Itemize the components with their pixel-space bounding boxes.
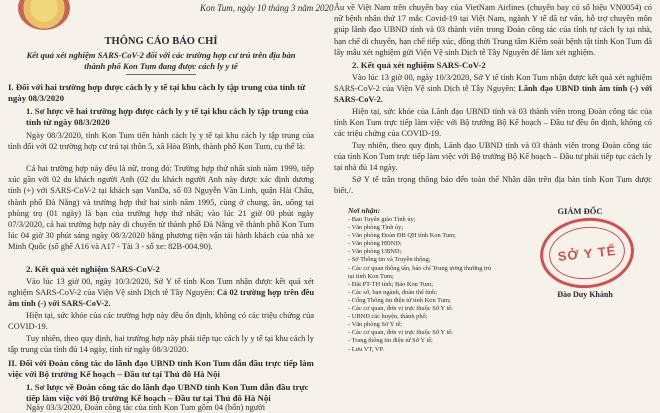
list-item: - Các sở, ban ngành, đoàn thể tỉnh; bbox=[348, 288, 438, 296]
list-item: - Trang thông tin điện tử Sở Y tế; bbox=[348, 337, 433, 345]
right-paragraph-4: Tuy nhiên, theo quy định, Lãnh đạo UBND tỉnh và 03 thành viên trong Đoàn công tác của tỉnh Kon Tum trực tiếp làm việc với Bộ trưởng Bộ Kế hoạch – Đầu tư phải tiếp tục cách ly tại nhà đủ 14 ngày. bbox=[334, 141, 652, 173]
emblem-icon bbox=[18, 0, 70, 30]
section-2-heading: II. Đối với Đoàn công tác do lãnh đạo UBND tỉnh Kon Tum dẫn đầu trực tiếp làm việc với Bộ trưởng Kế hoạch – Đầu tư tại Thủ đô Hà Nội bbox=[8, 358, 314, 379]
paragraph-1: Ngày 08/3/2020, tỉnh Kon Tum tiến hành cách ly y tế tại khu cách ly tập trung của tỉnh đối với 02 trường hợp cư trú tại thôn 5, xã Hòa Bình, thành phố Kon Tum, cụ thể là: bbox=[8, 131, 314, 152]
right-paragraph-2-result: Lãnh đạo UBND tỉnh âm tính (-) với SARS-CoV-2. bbox=[334, 84, 652, 105]
right-paragraph-2-text: Vào lúc 13 giờ 00, ngày 10/3/2020, Sở Y tế tỉnh Kon Tum nhận được kết quả xét nghiệm SARS-CoV-2 của Viện Vệ sinh Dịch tễ Tây Nguyên: bbox=[334, 73, 652, 94]
signer-name: Đào Duy Khánh bbox=[557, 290, 613, 299]
list-item: - Sở Thông tin và Truyền thông; bbox=[348, 256, 431, 264]
list-item: - Đài PT-TH tỉnh; Báo Kon Tum; bbox=[348, 280, 433, 288]
section-1-2-heading: 2. Kết quả xét nghiệm SARS-CoV-2 bbox=[26, 264, 160, 274]
list-item: - Văn phòng Đoàn ĐB QH tỉnh Kon Tum; bbox=[348, 232, 456, 240]
right-paragraph-3: Hiện tại, sức khỏe của Lãnh đạo UBND tỉnh và 03 thành viên trong Đoàn công tác của tỉnh Kon Tum trực tiếp làm việc với Bộ trưởng Bộ Kế hoạch – Đầu tư đều ổn định, không có các triệu chứng của COVID-19. bbox=[334, 107, 652, 139]
stamp-ring bbox=[546, 223, 627, 283]
paragraph-3 bbox=[8, 276, 314, 310]
list-item: - Văn phòng Tỉnh ủy; bbox=[348, 224, 404, 232]
list-item: - Văn phòng Sở Y tế; bbox=[348, 321, 403, 329]
section-2-2-heading: 2. Kết quả xét nghiệm SARS-CoV-2 bbox=[352, 60, 486, 70]
section-1-1-heading: 1. Sơ lược về hai trường hợp được cách ly y tế tại khu cách ly tập trung của tỉnh từ ngày 08/3/2020 bbox=[26, 106, 309, 127]
list-item: - Ban Tuyên giáo Tỉnh ủy; bbox=[348, 216, 416, 223]
right-paragraph-1: Âu về Việt Nam trên chuyến bay của VietNam Airlines (chuyến bay có số hiệu VN0054) có nữ bệnh nhân thứ 17 mắc Covid-19 tại Việt Nam, ngành Y tế đã tư vấn, hỗ trợ chuyên môn giúp lãnh đạo UBND tỉnh và 03 thành viên trong Đoàn công tác của tỉnh tự cách ly tại nhà, hạn chế di chuyển, hạn chế tiếp xúc, đồng thời Trung tâm Kiểm soát bệnh tật tỉnh Kon Tum đã lấy mẫu xét nghiệm gửi Viện Vệ sinh Dịch tễ Tây Nguyên để làm xét nghiệm. bbox=[334, 3, 652, 57]
section-2-1-heading: 1. Sơ lược về Đoàn công tác do lãnh đạo UBND tỉnh Kon Tum dẫn đầu trực tiếp làm việc với Bộ trưởng Kế hoạch – Đầu tư tại Thủ đô Hà Nội bbox=[26, 382, 309, 403]
section-1-heading: I. Đối với hai trường hợp được cách ly y tế tại khu cách ly tập trung của tỉnh từ ngày 08/3/2020 bbox=[8, 82, 306, 103]
document-date: Kon Tum, ngày 10 tháng 3 năm 2020 bbox=[200, 3, 334, 13]
title-divider bbox=[126, 74, 196, 75]
list-item: - Các cơ quan, đơn vị trực thuộc Sở Y tế; bbox=[348, 305, 453, 313]
right-paragraph-2 bbox=[334, 72, 652, 106]
list-item: - Các cơ quan thông tấn, báo chí Trung ương thường trú tại tỉnh Kon Tum; bbox=[348, 264, 492, 280]
paragraph-3-result: Cả 02 trường hợp trên đều âm tính (-) với SARS-CoV-2. bbox=[8, 288, 314, 309]
right-paragraph-5: Sở Y tế trân trọng thông báo đến toàn thể Nhân dân trên địa bàn tỉnh Kon Tum được biết./. bbox=[334, 175, 652, 196]
list-item: - Cổng Thông tin điện tử tỉnh Kon Tum; bbox=[348, 296, 451, 304]
stamp-text: SỞ Y TẾ bbox=[556, 242, 618, 264]
list-item: - Lưu VT, VP. bbox=[348, 345, 384, 353]
document-subtitle: Kết quả xét nghiệm SARS-CoV-2 đối với các trường hợp cư trú trên địa bàn thành phố Kon Tum đang được cách ly y tế bbox=[26, 50, 296, 71]
paragraph-2: Cả hai trường hợp này đều là nữ, trong đó: Trường hợp thứ nhất sinh năm 1999, tiếp xúc gần với 02 du khách người Anh (02 du khách người Anh này được xác định dương tính (+) với SARS-CoV-2 tại khách sạn VanDa, số 03 Nguyễn Văn Linh, quận Hải Châu, thành phố Đà Nẵng) và trường hợp thứ hai sinh năm 1995, cùng ở chung, ăn, uống tại phòng trọ (01 ngày) là bạn của trường hợp thứ nhất; vào lúc 21 giờ 00 phút ngày 07/3/2020, cả hai trường hợp này di chuyển từ thành phố Đà Nẵng về thành phố Kon Tum lúc 04 giờ 30 phút sáng ngày 08/3/2020 bằng phương tiện vận tải hành khách của nhà xe Minh Quốc (số ghế A16 và A17 - Tài 3 - số xe: 82B-004.90). bbox=[8, 164, 314, 252]
paragraph-3-text: Vào lúc 13 giờ 00, ngày 10/3/2020, Sở Y tế tỉnh Kon Tum nhận được kết quả xét nghiệm SARS-CoV-2 của Viện Vệ sinh Dịch tễ Tây Nguyên: bbox=[8, 277, 314, 298]
signature-title: GIÁM ĐỐC bbox=[557, 206, 603, 216]
list-item: - Các cơ quan, đơn vị trực thuộc Sở Y tế; bbox=[348, 329, 453, 337]
paragraph-5: Tuy nhiên, theo quy định, hai trường hợp này phải tiếp tục cách ly y tế tại khu cách ly tập trung của tỉnh đủ 14 ngày, tính từ ngày 08/3/2020. bbox=[8, 334, 314, 355]
recipients-list bbox=[348, 216, 498, 354]
list-item: - Văn phòng HĐND; bbox=[348, 240, 402, 248]
recipients-title: Nơi nhận: bbox=[348, 206, 381, 215]
document-title: THÔNG CÁO BÁO CHÍ bbox=[104, 36, 218, 47]
paragraph-6: Ngày 03/3/2020, Đoàn công tác của tỉnh Kon Tum gồm 04 (bốn) người bbox=[26, 403, 266, 412]
list-item: - Văn phòng UBND; bbox=[348, 248, 402, 256]
paragraph-4: Hiện tại, sức khỏe của các trường hợp này đều ổn định, không có các triệu chứng của COVID-19. bbox=[8, 311, 314, 332]
official-stamp bbox=[537, 213, 638, 292]
list-item: - UBND các huyện, thành phố; bbox=[348, 313, 428, 321]
